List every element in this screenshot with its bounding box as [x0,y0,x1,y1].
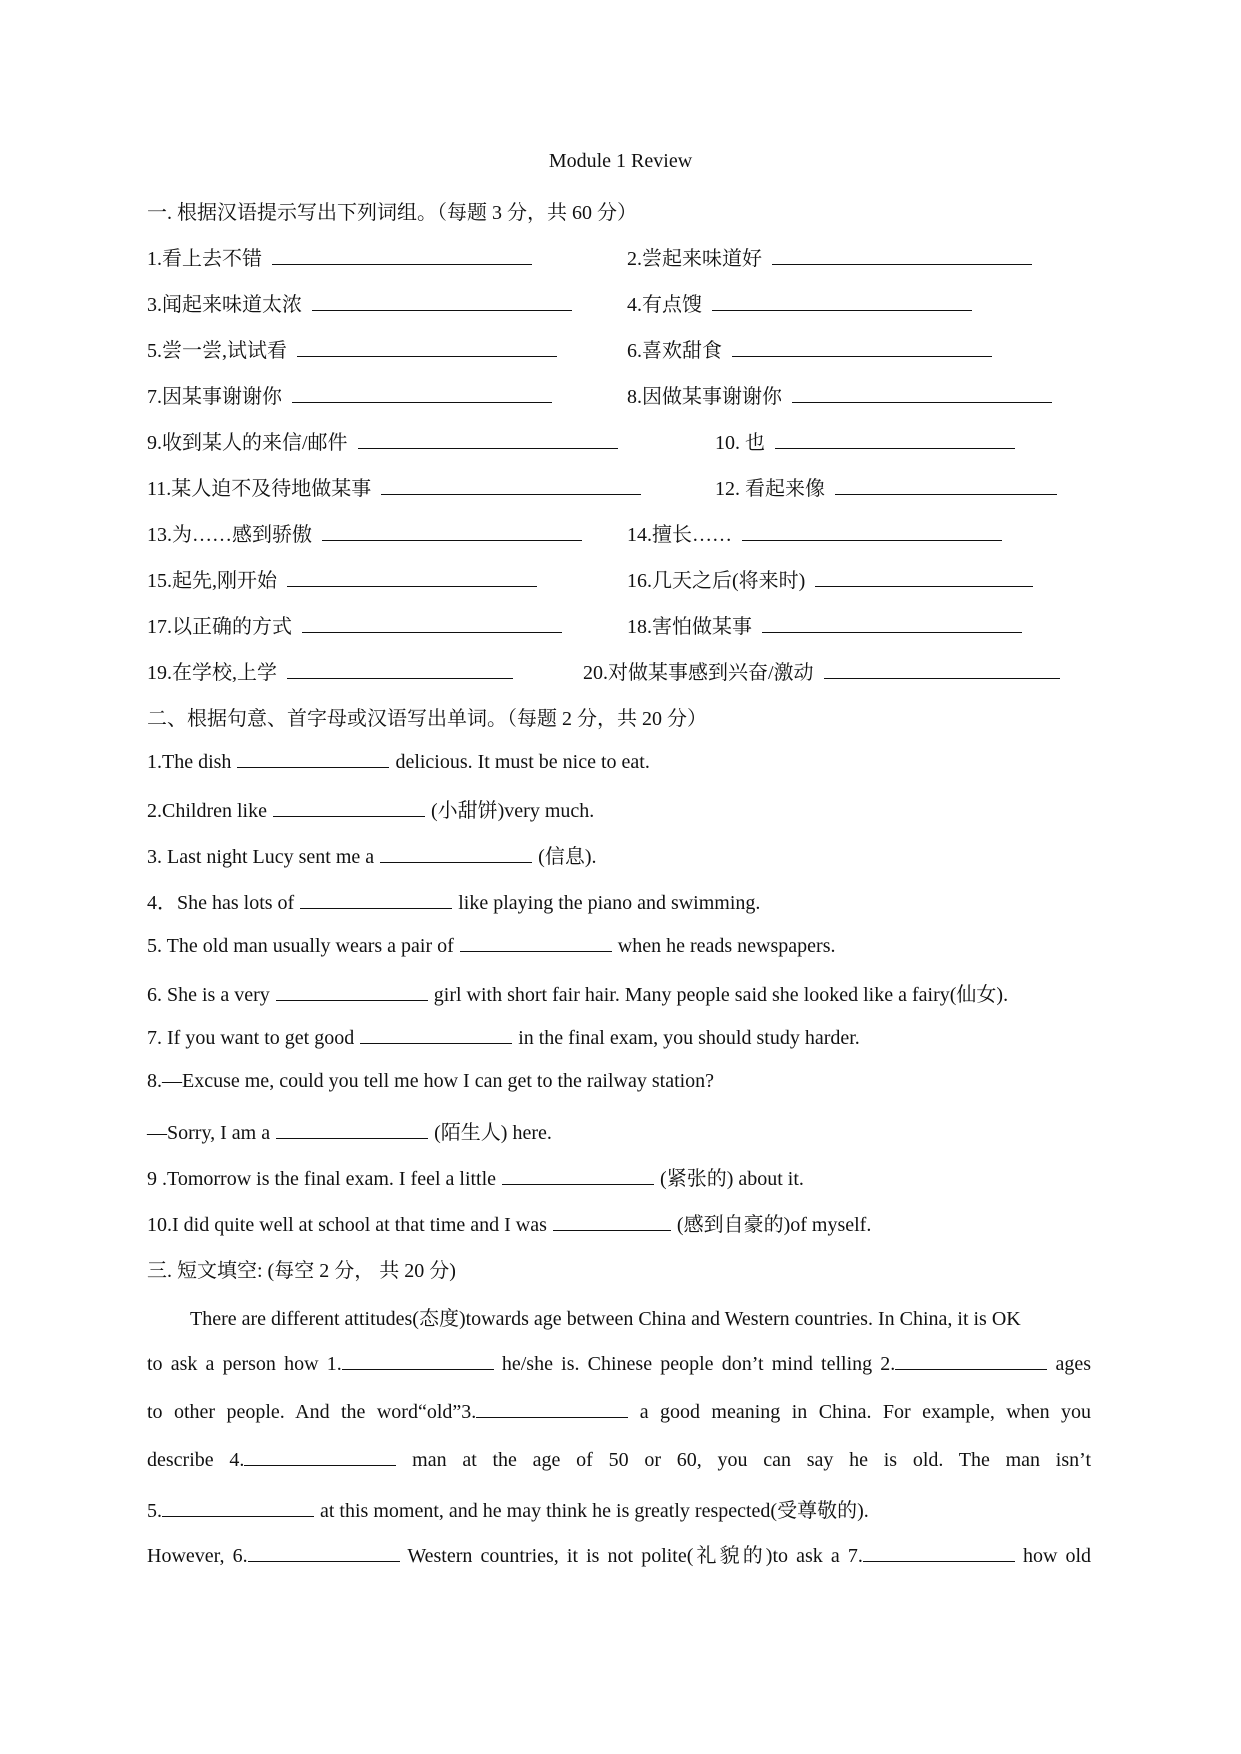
answer-blank[interactable] [502,1165,654,1185]
phrase-item-11: 11.某人迫不及待地做某事 [147,472,647,501]
answer-blank[interactable] [863,1542,1015,1562]
section-2-heading: 二、根据句意、首字母或汉语写出单词。（每题 2 分，共 20 分） [147,708,707,730]
sentence-item-3: 3. Last night Lucy sent me a (信息). [147,840,597,869]
phrase-item-3: 3.闻起来味道太浓 [147,288,578,317]
section-1-heading: 一. 根据汉语提示写出下列词组。（每题 3 分，共 60 分） [147,202,637,224]
answer-blank[interactable] [460,932,612,952]
answer-blank[interactable] [273,797,425,817]
answer-blank[interactable] [322,521,582,541]
phrase-item-20: 20.对做某事感到兴奋/激动 [583,656,1066,685]
answer-blank[interactable] [732,337,992,357]
answer-blank[interactable] [380,843,532,863]
answer-blank[interactable] [342,1350,494,1370]
phrase-item-17: 17.以正确的方式 [147,610,568,639]
answer-blank[interactable] [248,1542,400,1562]
answer-blank[interactable] [244,1446,396,1466]
passage-line-3: to other people. And the word“old”3. a good meaning in China. For example, when you [147,1398,1091,1424]
phrase-item-2: 2.尝起来味道好 [627,242,1038,271]
sentence-item-8-answer: —Sorry, I am a (陌生人) here. [147,1116,552,1145]
phrase-item-5: 5.尝一尝,试试看 [147,334,563,363]
sentence-item-6: 6. She is a very girl with short fair hair. Many people said she looked like a fairy(仙女). [147,978,1008,1007]
sentence-item-8-question: 8.—Excuse me, could you tell me how I can get to the railway station? [147,1070,715,1092]
sentence-item-10: 10.I did quite well at school at that time and I was (感到自豪的)of myself. [147,1208,871,1237]
answer-blank[interactable] [360,1024,512,1044]
phrase-item-4: 4.有点馊 [627,288,978,317]
answer-blank[interactable] [895,1350,1047,1370]
answer-blank[interactable] [162,1497,314,1517]
answer-blank[interactable] [553,1211,671,1231]
passage-line-2: to ask a person how 1. he/she is. Chinese people don’t mind telling 2. ages [147,1350,1091,1376]
answer-blank[interactable] [272,245,532,265]
answer-blank[interactable] [276,1119,428,1139]
page-title: Module 1 Review [548,150,693,172]
phrase-item-7: 7.因某事谢谢你 [147,380,558,409]
passage-line-6: However, 6. Western countries, it is not polite(礼貌的)to ask a 7. how old [147,1539,1091,1568]
answer-blank[interactable] [476,1398,628,1418]
phrase-item-14: 14.擅长…… [627,518,1008,547]
phrase-item-1: 1.看上去不错 [147,242,538,271]
phrase-item-8: 8.因做某事谢谢你 [627,380,1058,409]
answer-blank[interactable] [276,981,428,1001]
phrase-item-13: 13.为……感到骄傲 [147,518,588,547]
answer-blank[interactable] [302,613,562,633]
answer-blank[interactable] [835,475,1057,495]
sentence-item-2: 2.Children like (小甜饼)very much. [147,794,594,823]
answer-blank[interactable] [381,475,641,495]
sentence-item-1: 1.The dish delicious. It must be nice to eat. [147,748,650,774]
answer-blank[interactable] [772,245,1032,265]
phrase-item-6: 6.喜欢甜食 [627,334,998,363]
answer-blank[interactable] [775,429,1015,449]
answer-blank[interactable] [815,567,1033,587]
phrase-item-19: 19.在学校,上学 [147,656,519,685]
sentence-item-4: 4．She has lots of like playing the piano and swimming. [147,886,760,915]
passage-line-4: describe 4. man at the age of 50 or 60, you can say he is old. The man isn’t [147,1446,1091,1472]
answer-blank[interactable] [792,383,1052,403]
sentence-item-7: 7. If you want to get good in the final exam, you should study harder. [147,1024,860,1050]
answer-blank[interactable] [287,567,537,587]
answer-blank[interactable] [762,613,1022,633]
answer-blank[interactable] [824,659,1060,679]
answer-blank[interactable] [297,337,557,357]
phrase-item-16: 16.几天之后(将来时) [627,564,1039,593]
answer-blank[interactable] [300,889,452,909]
answer-blank[interactable] [287,659,513,679]
answer-blank[interactable] [712,291,972,311]
phrase-item-9: 9.收到某人的来信/邮件 [147,426,624,455]
phrase-item-18: 18.害怕做某事 [627,610,1028,639]
passage-line-5: 5. at this moment, and he may think he is greatly respected(受尊敬的). [147,1494,1091,1523]
phrase-item-15: 15.起先,刚开始 [147,564,543,593]
sentence-item-9: 9 .Tomorrow is the final exam. I feel a little (紧张的) about it. [147,1162,804,1191]
sentence-item-5: 5. The old man usually wears a pair of when he reads newspapers. [147,932,835,958]
answer-blank[interactable] [742,521,1002,541]
answer-blank[interactable] [237,748,389,768]
section-3-heading: 三. 短文填空: (每空 2 分， 共 20 分) [147,1260,456,1282]
answer-blank[interactable] [358,429,618,449]
answer-blank[interactable] [312,291,572,311]
phrase-item-10: 10. 也 [715,426,1021,455]
answer-blank[interactable] [292,383,552,403]
passage-line-1: There are different attitudes(态度)towards age between China and Western countries. In China, it is OK [190,1308,1021,1330]
phrase-item-12: 12. 看起来像 [715,472,1063,501]
